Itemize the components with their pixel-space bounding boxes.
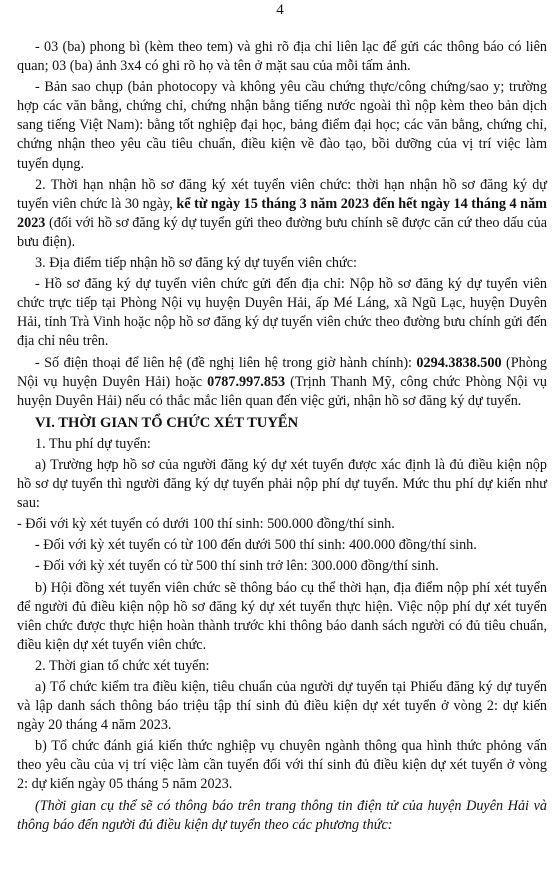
text-run: - Đối với kỳ xét tuyển có dưới 100 thí sinh: 500.000 đồng/thí sinh. <box>17 516 395 533</box>
text-run: (Trịnh Thanh Mỹ, công chức Phòng Nội vụ huyện Duyên Hải) nếu có thắc mắc liên quan đến việc gửi, nhận hồ sơ đăng ký dự tuyển. <box>17 373 547 409</box>
text-run: VI. THỜI GIAN TỔ CHỨC XÉT TUYỂN <box>35 414 299 431</box>
text-run: 1. Thu phí dự tuyển: <box>35 435 151 452</box>
text-run: - Đối với kỳ xét tuyển có từ 500 thí sinh trở lên: 300.000 đồng/thí sinh. <box>35 558 439 575</box>
bold-text: kể từ ngày 15 tháng 3 năm 2023 đến hết ngày 14 tháng 4 năm 2023 <box>17 195 547 231</box>
paragraph <box>17 657 547 676</box>
text-run: - 03 (ba) phong bì (kèm theo tem) và ghi rõ địa chỉ liên lạc để gửi các thông báo có liên quan; 03 (ba) ảnh 3x4 có ghi rõ họ và tên ở mặt sau của mỗi tấm ảnh. <box>17 39 547 75</box>
section-heading <box>17 414 547 433</box>
paragraph <box>17 354 547 411</box>
paragraph <box>17 435 547 454</box>
text-run: (Thời gian cụ thể sẽ có thông báo trên trang thông tin điện tử của huyện Duyên Hải và thông báo đến người đủ điều kiện dự tuyển theo các phương thức: <box>17 797 547 833</box>
bold-text: 0294.3838.500 <box>416 354 502 371</box>
paragraph <box>17 78 547 173</box>
text-run: - Đối với kỳ xét tuyển có từ 100 đến dưới 500 thí sinh: 400.000 đồng/thí sinh. <box>35 537 477 554</box>
paragraph <box>17 536 547 555</box>
text-run: (Phòng Nội vụ huyện Duyên Hải) hoặc <box>17 354 547 390</box>
paragraph <box>17 579 547 655</box>
paragraph <box>17 275 547 351</box>
paragraph <box>17 515 547 534</box>
text-run: - Bản sao chụp (bản photocopy và không yêu cầu chứng thực/công chứng/sao y; trường hợp các văn bằng, chứng chỉ, chứng nhận bằng tiếng nước ngoài thì nộp kèm theo bản dịch sang tiếng Việt Nam): bằng tốt nghiệp đại học, bảng điểm đại học; các văn bằng, chứng chỉ, chứng nhận theo yêu cầu tiêu chuẩn, điều kiện về đào tạo, bồi dưỡng của vị trí việc làm tuyển dụng. <box>17 79 547 172</box>
text-run: 2. Thời hạn nhận hồ sơ đăng ký xét tuyển viên chức: thời hạn nhận hồ sơ đăng ký dự tuyển viên chức là 30 ngày, <box>17 176 547 212</box>
paragraph <box>17 254 547 273</box>
text-run: - Số điện thoại để liên hệ (đề nghị liên hệ trong giờ hành chính): <box>35 354 417 371</box>
text-run: 2. Thời gian tổ chức xét tuyển: <box>35 657 210 674</box>
paragraph <box>17 176 547 252</box>
document-body <box>17 38 547 837</box>
text-run: (đối với hồ sơ đăng ký dự tuyển gửi theo đường bưu chính sẽ được căn cứ theo dấu của bưu điện). <box>17 214 547 250</box>
text-run: 3. Địa điểm tiếp nhận hồ sơ đăng ký dự tuyển viên chức: <box>35 255 357 272</box>
paragraph <box>17 456 547 513</box>
text-run: a) Tổ chức kiểm tra điều kiện, tiêu chuẩn của người dự tuyển tại Phiếu đăng ký dự tuyển và lập danh sách thông báo triệu tập thí sinh đủ điều kiện dự xét tuyển ở vòng 2: dự kiến ngày 20 tháng 4 năm 2023. <box>17 679 547 734</box>
paragraph <box>17 678 547 735</box>
paragraph <box>17 797 547 835</box>
text-run: a) Trường hợp hồ sơ của người đăng ký dự xét tuyển được xác định là đủ điều kiện nộp hồ sơ dự tuyển thì người đăng ký dự tuyển phải nộp phí dự tuyển. Mức thu phí dự kiến như sau: <box>17 456 547 512</box>
paragraph <box>17 38 547 76</box>
paragraph <box>17 737 547 794</box>
text-run: b) Tổ chức đánh giá kiến thức nghiệp vụ chuyên ngành thông qua hình thức phỏng vấn theo yêu cầu của vị trí việc làm cần tuyển đối với thí sinh đủ điều kiện dự xét tuyển ở vòng 2: dự kiến ngày 05 tháng 5 năm 2023. <box>17 738 547 793</box>
text-run: - Hồ sơ đăng ký dự tuyển viên chức gửi đến địa chỉ: Nộp hồ sơ đăng ký dự tuyển viên chức trực tiếp tại Phòng Nội vụ huyện Duyên Hải, ấp Mé Láng, xã Ngũ Lạc, huyện Duyên Hải, tỉnh Trà Vinh hoặc nộp hồ sơ đăng ký dự tuyển viên chức theo đường bưu chính gửi đến địa chỉ nêu trên. <box>17 276 547 350</box>
paragraph <box>17 557 547 576</box>
bold-text: 0787.997.853 <box>207 373 286 390</box>
page-number: 4 <box>276 2 284 18</box>
text-run: b) Hội đồng xét tuyển viên chức sẽ thông báo cụ thể thời hạn, địa điểm nộp phí xét tuyển để người đủ điều kiện nộp hồ sơ đăng ký dự xét tuyển thực hiện. Việc nộp phí dự xét tuyển viên chức được thực hiện hoàn thành trước khi thông báo danh sách người có đủ tiêu chuẩn, điều kiện dự xét tuyển viên chức. <box>17 579 547 653</box>
